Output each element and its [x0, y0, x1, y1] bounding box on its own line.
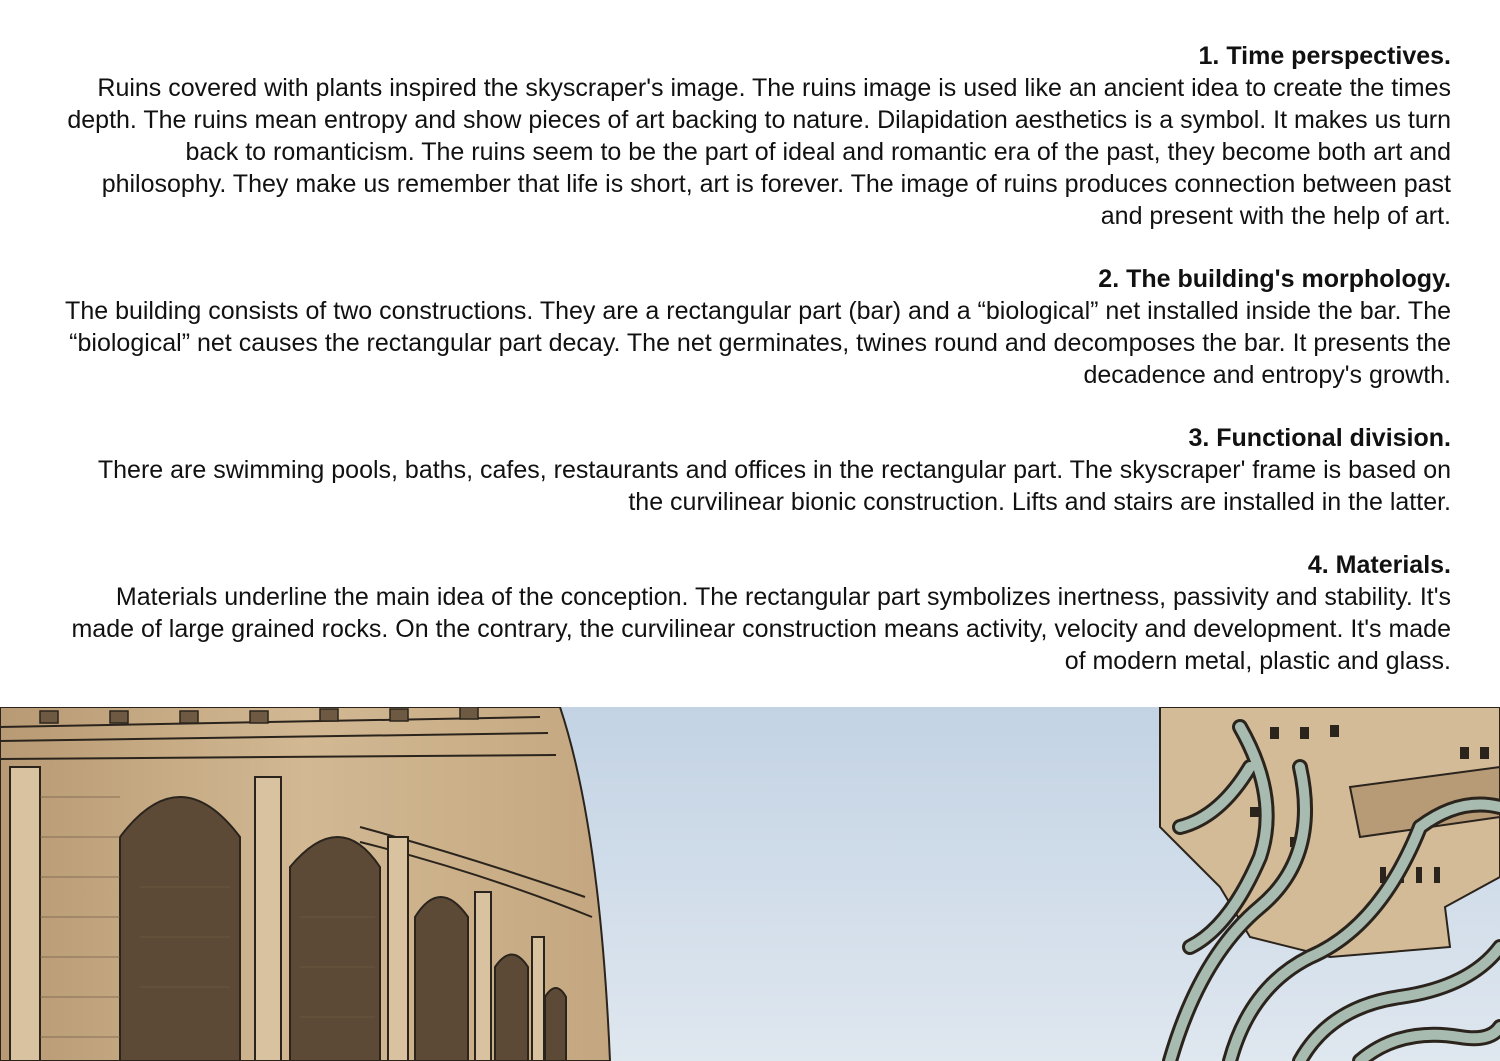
section-heading: 1. Time perspectives.	[1198, 42, 1451, 70]
section-body: Materials underline the main idea of the conception. The rectangular part symbolizes inertness, passivity and stability. It's made of large grained rocks. On the contrary, the curvilinear construction means activity, velocity and development. It's made of modern metal, plastic and glass.	[71, 583, 1451, 675]
section-body: Ruins covered with plants inspired the skyscraper's image. The ruins image is used like an ancient idea to create the times depth. The ruins mean entropy and show pieces of art backing to nature. Dilapidation aesthetics is a symbol. It makes us turn back to romanticism. The ruins seem to be the part of ideal and romantic era of the past, they become both art and philosophy. They make us remember that life is short, art is forever. The image of ruins produces connection between past and present with the help of art.	[67, 74, 1451, 230]
section-body: The building consists of two constructions. They are a rectangular part (bar) and a “biological” net installed inside the bar. The “biological” net causes the rectangular part decay. The net germinates, twines round and decomposes the bar. It presents the decadence and entropy's growth.	[65, 297, 1451, 389]
ruins-illustration	[0, 707, 1500, 1061]
description-text	[60, 40, 1451, 708]
ruins-drawing	[0, 707, 1500, 1061]
section-heading: 2. The building's morphology.	[1098, 265, 1451, 293]
section-body: There are swimming pools, baths, cafes, restaurants and offices in the rectangular part. The skyscraper' frame is based on the curvilinear bionic construction. Lifts and stairs are installed in the latter.	[97, 456, 1451, 516]
section-materials	[60, 549, 1451, 677]
section-heading: 4. Materials.	[1307, 551, 1451, 579]
section-building-morphology	[60, 263, 1451, 391]
section-functional-division	[60, 422, 1451, 518]
section-time-perspectives	[60, 40, 1451, 232]
section-heading: 3. Functional division.	[1188, 424, 1451, 452]
